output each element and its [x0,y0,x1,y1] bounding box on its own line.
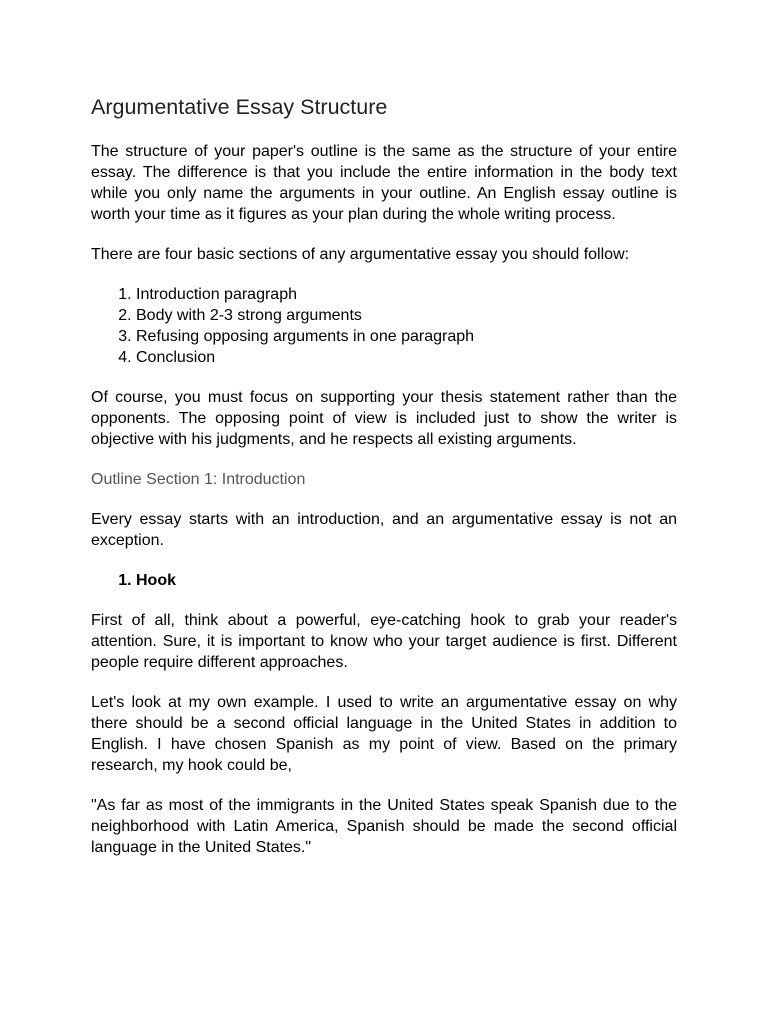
list-item: 3. Refusing opposing arguments in one paragraph [136,326,677,347]
paragraph-quote: "As far as most of the immigrants in the United States speak Spanish due to the neighborhood with Latin America, Spanish should be made the second official language in the United States." [91,797,677,856]
sections-list [91,284,677,368]
list-item: 2. Body with 2-3 strong arguments [136,305,677,326]
section-heading: Outline Section 1: Introduction [91,471,306,488]
list-item: 4. Conclusion [136,347,677,368]
hook-list [91,570,677,591]
document-title: Argumentative Essay Structure [91,95,388,119]
paragraph-introduction: Every essay starts with an introduction, and an argumentative essay is not an exception. [91,511,677,549]
list-item: 1. Introduction paragraph [136,284,677,305]
paragraph-hook: First of all, think about a powerful, eye-catching hook to grab your reader's attention. Sure, it is important to know who your target audience is first. Different people require different approaches. [91,612,677,671]
list-item: 1. Hook [136,570,677,591]
document-page [91,92,677,877]
paragraph-thesis-focus: Of course, you must focus on supporting your thesis statement rather than the opponents. The opposing point of view is included just to show the writer is objective with his judgments, and he respects all existing arguments. [91,389,677,448]
paragraph-example: Let's look at my own example. I used to write an argumentative essay on why there should be a second official language in the United States in addition to English. I have chosen Spanish as my point of view. Based on the primary research, my hook could be, [91,694,677,774]
paragraph-outline-structure: The structure of your paper's outline is the same as the structure of your entire essay. The difference is that you include the entire information in the body text while you only name the arguments in your outline. An English essay outline is worth your time as it figures as your plan during the whole writing process. [91,143,677,223]
paragraph-four-sections: There are four basic sections of any argumentative essay you should follow: [91,246,630,263]
